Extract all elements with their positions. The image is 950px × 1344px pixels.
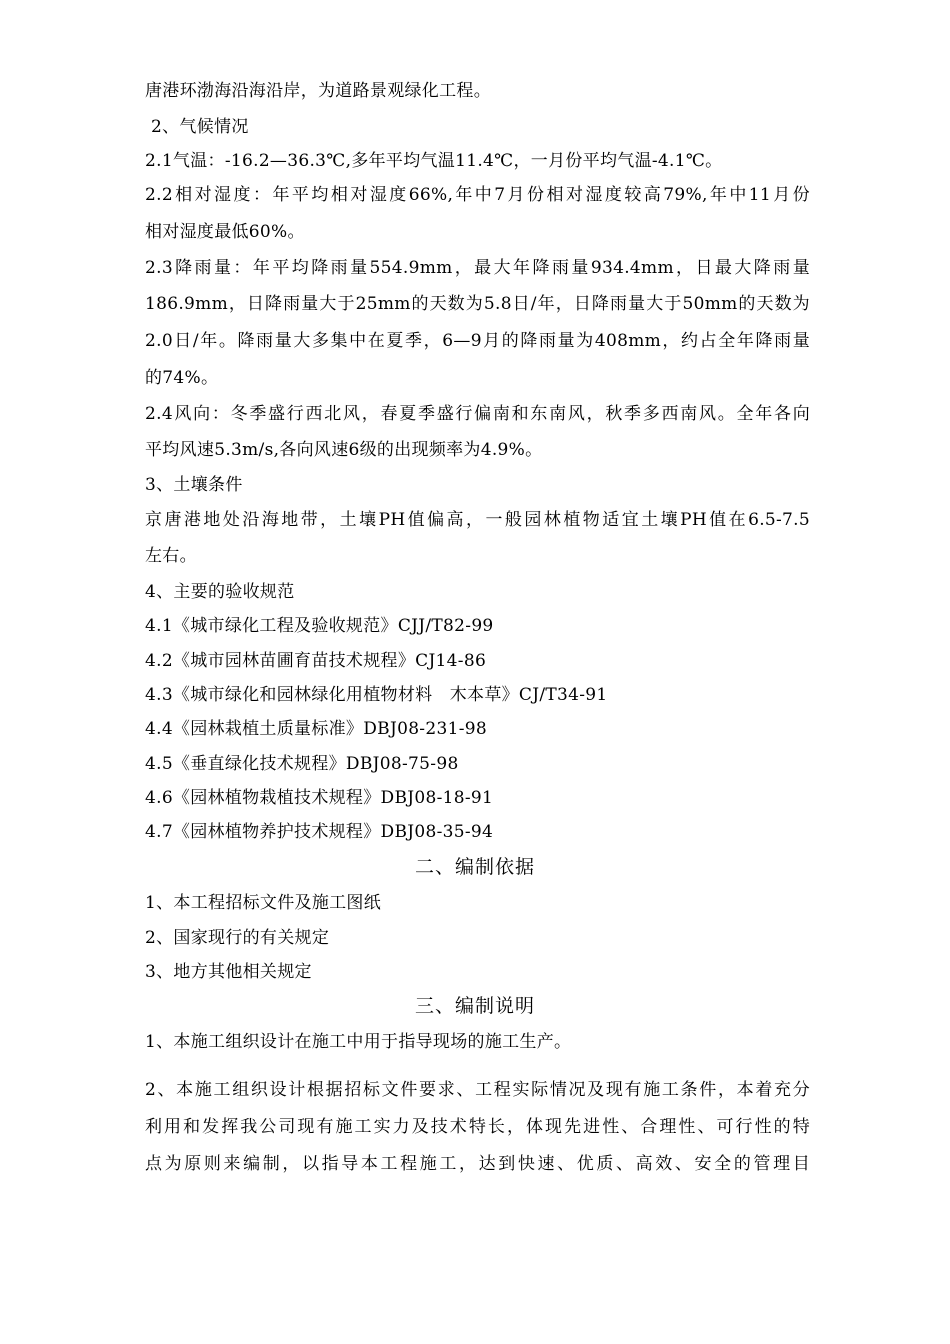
text-line: 2.4风向：冬季盛行西北风，春夏季盛行偏南和东南风，秋季多西南风。全年各向: [145, 404, 810, 424]
notes-item: 利用和发挥我公司现有施工实力及技术特长，体现先进性、合理性、可行性的特: [145, 1117, 810, 1137]
text-line: 平均风速5.3m/s,各向风速6级的出现频率为4.9%。: [145, 440, 543, 460]
subheading-standards: 4、主要的验收规范: [145, 582, 295, 602]
text-line: 相对湿度最低60%。: [145, 222, 305, 242]
text-line: 京唐港地处沿海地带，土壤PH值偏高，一般园林植物适宜土壤PH值在6.5-7.5: [145, 510, 810, 530]
standard-item: 4.3《城市绿化和园林绿化用植物材料 木本草》CJ/T34-91: [145, 685, 608, 705]
text-line: 2.3降雨量：年平均降雨量554.9mm，最大年降雨量934.4mm，日最大降雨量: [145, 258, 810, 278]
notes-item: 2、本施工组织设计根据招标文件要求、工程实际情况及现有施工条件，本着充分: [145, 1080, 810, 1100]
text-line: 2.2相对湿度：年平均相对湿度66%,年中7月份相对湿度较高79%,年中11月份: [145, 185, 810, 205]
text-line: 唐港环渤海沿海沿岸，为道路景观绿化工程。: [145, 81, 491, 101]
subheading-soil: 3、土壤条件: [145, 475, 243, 495]
standard-item: 4.6《园林植物栽植技术规程》DBJ08-18-91: [145, 788, 494, 808]
section-heading-basis: 二、编制依据: [414, 856, 535, 878]
basis-item: 1、本工程招标文件及施工图纸: [145, 893, 382, 913]
text-line: 2.0日/年。降雨量大多集中在夏季，6—9月的降雨量为408mm，约占全年降雨量: [145, 331, 810, 351]
basis-item: 3、地方其他相关规定: [145, 962, 312, 982]
standard-item: 4.5《垂直绿化技术规程》DBJ08-75-98: [145, 754, 459, 774]
basis-item: 2、国家现行的有关规定: [145, 928, 330, 948]
notes-item: 1、本施工组织设计在施工中用于指导现场的施工生产。: [145, 1032, 572, 1052]
text-line: 左右。: [145, 546, 197, 566]
section-heading-notes: 三、编制说明: [414, 995, 535, 1017]
text-line: 的74%。: [145, 368, 219, 388]
notes-item: 点为原则来编制，以指导本工程施工，达到快速、优质、高效、安全的管理目: [145, 1154, 810, 1174]
standard-item: 4.1《城市绿化工程及验收规范》CJJ/T82-99: [145, 616, 494, 636]
standard-item: 4.7《园林植物养护技术规程》DBJ08-35-94: [145, 822, 494, 842]
standard-item: 4.2《城市园林苗圃育苗技术规程》CJ14-86: [145, 651, 487, 671]
text-line: 2.1气温：-16.2—36.3℃,多年平均气温11.4℃，一月份平均气温-4.1℃。: [145, 151, 723, 171]
text-line: 186.9mm，日降雨量大于25mm的天数为5.8日/年，日降雨量大于50mm的天数为: [145, 294, 810, 314]
standard-item: 4.4《园林栽植土质量标准》DBJ08-231-98: [145, 719, 487, 739]
subheading-climate: 2、气候情况: [151, 117, 249, 137]
